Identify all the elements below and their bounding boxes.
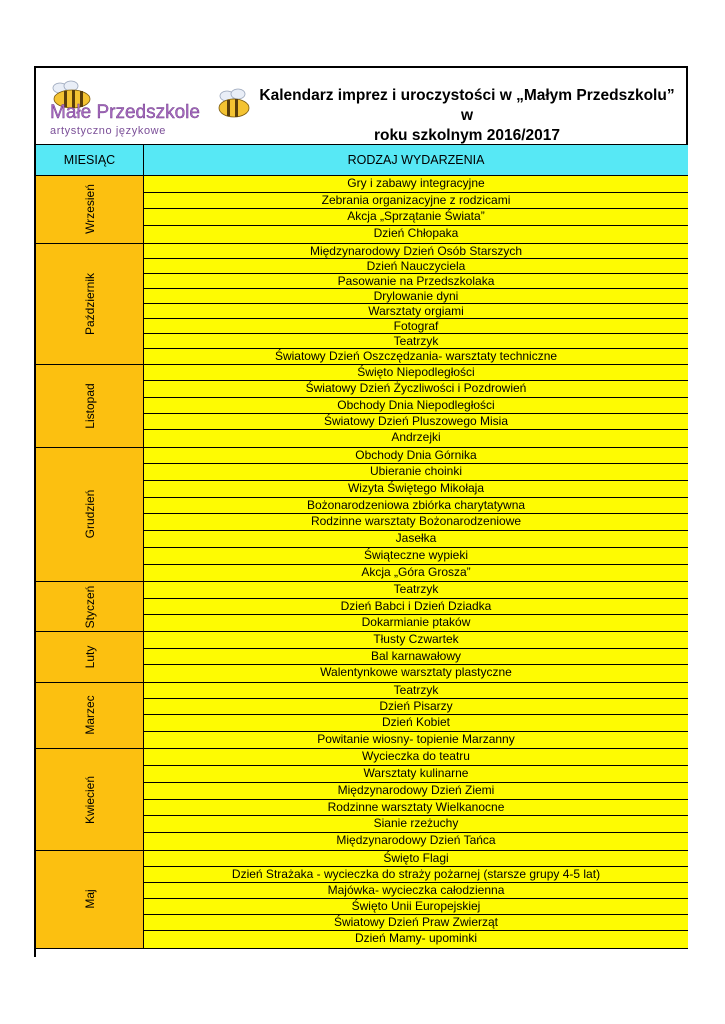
event-list [144, 365, 688, 447]
month-block [34, 683, 688, 750]
event-row: Światowy Dzień Oszczędzania- warsztaty techniczne [144, 349, 688, 364]
months-table [34, 176, 688, 949]
event-row: Fotograf [144, 319, 688, 334]
event-row: Międzynarodowy Dzień Osób Starszych [144, 244, 688, 259]
event-list [144, 683, 688, 749]
event-row: Akcja „Sprzątanie Świata” [144, 209, 688, 226]
event-row: Wycieczka do teatru [144, 749, 688, 766]
event-row: Świąteczne wypieki [144, 548, 688, 565]
event-row: Dzień Pisarzy [144, 699, 688, 715]
event-row: Obchody Dnia Niepodległości [144, 398, 688, 414]
event-row: Święto Unii Europejskiej [144, 899, 688, 915]
event-row: Dokarmianie ptaków [144, 615, 688, 631]
event-row: Bożonarodzeniowa zbiórka charytatywna [144, 498, 688, 515]
event-row: Drylowanie dyni [144, 289, 688, 304]
event-row: Rodzinne warsztaty Wielkanocne [144, 800, 688, 817]
month-block [34, 176, 688, 244]
event-row: Majówka- wycieczka całodzienna [144, 883, 688, 899]
month-label: Marzec [82, 695, 97, 736]
event-row: Dzień Nauczyciela [144, 259, 688, 274]
event-row: Teatrzyk [144, 683, 688, 699]
event-row: Międzynarodowy Dzień Tańca [144, 833, 688, 850]
document-header [34, 66, 688, 144]
event-row: Rodzinne warsztaty Bożonarodzeniowe [144, 514, 688, 531]
event-row: Powitanie wiosny- topienie Marzanny [144, 732, 688, 748]
calendar-sheet [34, 66, 688, 957]
event-list [144, 448, 688, 582]
logo-subtitle: artystyczno językowe [50, 125, 166, 137]
month-cell [36, 365, 144, 447]
month-block [34, 632, 688, 683]
event-row: Międzynarodowy Dzień Ziemi [144, 783, 688, 800]
event-row: Dzień Strażaka - wycieczka do straży pożarnej (starsze grupy 4-5 lat) [144, 867, 688, 883]
event-row: Bal karnawałowy [144, 649, 688, 666]
title-line-2: roku szkolnym 2016/2017 [373, 127, 561, 144]
event-list [144, 749, 688, 850]
month-cell [36, 851, 144, 948]
event-row: Teatrzyk [144, 582, 688, 598]
month-cell [36, 448, 144, 582]
title-line-1: Kalendarz imprez i uroczystości w „Małym Przedszkolu” w [259, 87, 675, 124]
preschool-logo [42, 74, 252, 140]
month-block [34, 448, 688, 583]
event-row: Andrzejki [144, 430, 688, 446]
table-tail [34, 949, 688, 957]
month-label: Październik [82, 272, 97, 335]
month-label: Styczeń [82, 585, 97, 628]
event-list [144, 244, 688, 364]
month-block [34, 749, 688, 851]
page-title [254, 86, 680, 146]
event-row: Święto Flagi [144, 851, 688, 867]
month-block [34, 365, 688, 448]
event-list [144, 176, 688, 243]
event-row: Akcja „Góra Grosza” [144, 565, 688, 582]
month-block [34, 851, 688, 949]
event-row: Sianie rzeżuchy [144, 816, 688, 833]
event-column-header: RODZAJ WYDARZENIA [347, 153, 485, 167]
event-row: Światowy Dzień Życzliwości i Pozdrowień [144, 381, 688, 397]
event-list [144, 851, 688, 948]
event-row: Wizyta Świętego Mikołaja [144, 481, 688, 498]
event-row: Walentynkowe warsztaty plastyczne [144, 665, 688, 682]
event-row: Gry i zabawy integracyjne [144, 176, 688, 193]
month-cell [36, 176, 144, 243]
event-row: Dzień Mamy- upominki [144, 931, 688, 947]
event-row: Pasowanie na Przedszkolaka [144, 274, 688, 289]
event-row: Warsztaty orgiami [144, 304, 688, 319]
table-header [34, 144, 688, 176]
month-column-header: MIESIĄC [36, 145, 144, 175]
month-cell [36, 749, 144, 850]
month-cell [36, 683, 144, 749]
month-label: Luty [82, 645, 97, 669]
month-block [34, 582, 688, 632]
event-row: Ubieranie choinki [144, 464, 688, 481]
month-label: Wrzesień [82, 184, 97, 235]
month-cell [36, 244, 144, 364]
logo-name: Małe Przedszkole [50, 102, 200, 123]
month-label: Listopad [82, 383, 97, 429]
event-row: Obchody Dnia Górnika [144, 448, 688, 465]
event-row: Warsztaty kulinarne [144, 766, 688, 783]
event-row: Jasełka [144, 531, 688, 548]
event-row: Teatrzyk [144, 334, 688, 349]
event-row: Światowy Dzień Praw Zwierząt [144, 915, 688, 931]
month-block [34, 244, 688, 365]
event-row: Dzień Kobiet [144, 715, 688, 731]
month-cell [36, 632, 144, 682]
event-row: Tłusty Czwartek [144, 632, 688, 649]
event-list [144, 582, 688, 631]
event-row: Zebrania organizacyjne z rodzicami [144, 193, 688, 210]
month-cell [36, 582, 144, 631]
month-label: Kwiecień [82, 775, 97, 824]
event-row: Dzień Babci i Dzień Dziadka [144, 599, 688, 615]
event-row: Dzień Chłopaka [144, 226, 688, 243]
bee-icon-right [219, 89, 249, 117]
event-row: Światowy Dzień Pluszowego Misia [144, 414, 688, 430]
month-label: Maj [82, 889, 97, 909]
event-list [144, 632, 688, 682]
month-label: Grudzień [82, 490, 97, 539]
event-row: Święto Niepodległości [144, 365, 688, 381]
